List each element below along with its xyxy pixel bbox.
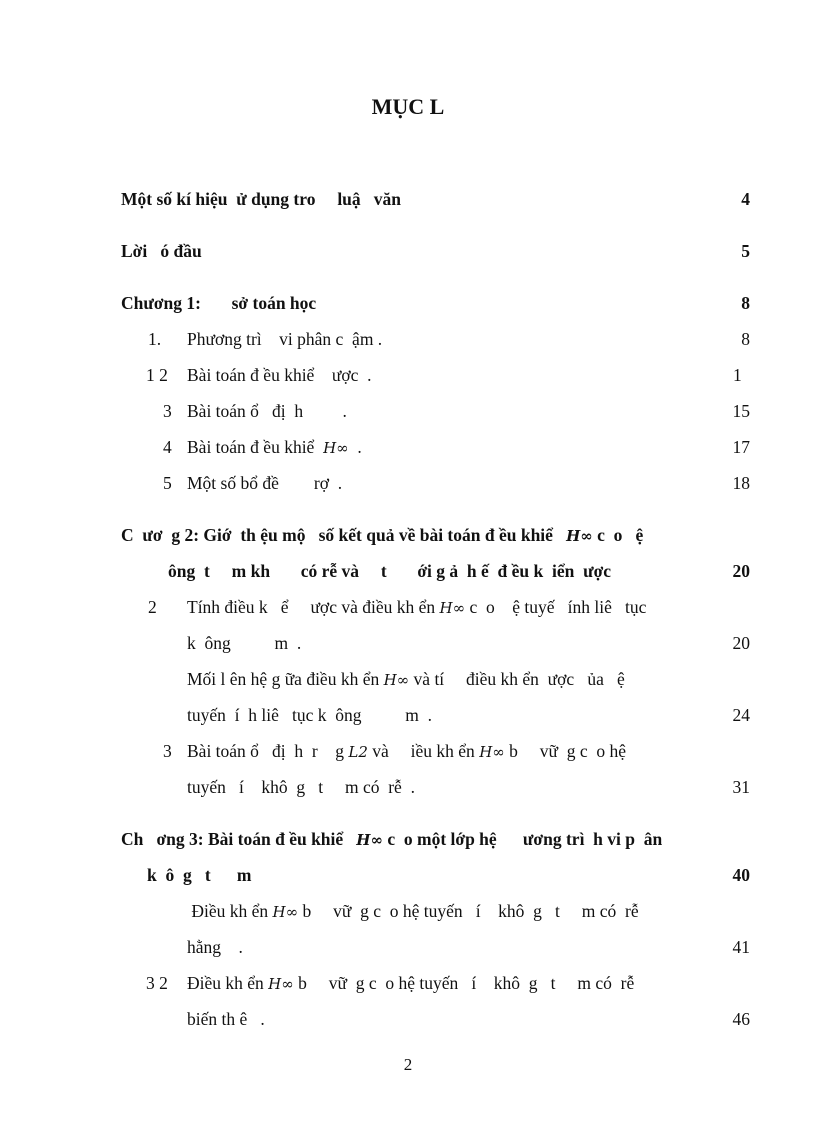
toc-entry-text: Điều kh ển H∞ b vữ g c o hệ tuyến í khô g t m có rễ bbox=[187, 901, 639, 921]
math-symbol: H∞ bbox=[268, 975, 294, 993]
math-symbol: H∞ bbox=[323, 439, 349, 457]
toc-entry-page: 18 bbox=[732, 473, 750, 493]
toc-entry[interactable] bbox=[0, 668, 816, 698]
toc-entry-text: tuyến í khô g t m có rễ . bbox=[187, 777, 415, 797]
toc-entry-page: 4 bbox=[741, 189, 750, 209]
toc-entry-page: 1 bbox=[733, 365, 742, 385]
toc-entry[interactable] bbox=[0, 972, 816, 1002]
toc-entry-text: Bài toán ổ đị h r g L2 và iều kh ển H∞ b vữ g c o hệ bbox=[187, 741, 627, 761]
toc-entry-text: biến th ê . bbox=[187, 1009, 265, 1029]
toc-entry-page: 8 bbox=[741, 293, 750, 313]
toc-entry-number: 3 bbox=[163, 401, 172, 421]
toc-entry[interactable] bbox=[0, 240, 816, 270]
toc-entry-text: k ô g t m bbox=[147, 865, 252, 885]
toc-entry[interactable] bbox=[0, 936, 816, 966]
toc-entry-text: Chương 1: sở toán học bbox=[121, 293, 317, 313]
math-symbol: H∞ bbox=[383, 671, 410, 689]
page-title: MỤC L bbox=[371, 94, 445, 119]
toc-entry[interactable] bbox=[0, 364, 816, 394]
toc-entry-page: 31 bbox=[732, 777, 750, 797]
toc-entry-number: 3 bbox=[163, 741, 172, 761]
toc-entry-text: hằng . bbox=[187, 937, 243, 957]
toc-entry[interactable] bbox=[0, 328, 816, 358]
math-symbol: H∞ bbox=[566, 527, 593, 545]
toc-entry-page: 15 bbox=[732, 401, 750, 421]
toc-entry-text: Bài toán đ ều khiể H∞ . bbox=[187, 437, 362, 457]
toc-entry-number: 1 2 bbox=[146, 365, 168, 385]
toc-entry[interactable] bbox=[0, 596, 816, 626]
math-symbol: H∞ bbox=[356, 831, 383, 849]
toc-entry-page: 20 bbox=[732, 561, 750, 581]
toc-entry[interactable] bbox=[0, 776, 816, 806]
toc-entry-page: 40 bbox=[732, 865, 750, 885]
toc-entry-page: 46 bbox=[732, 1009, 750, 1029]
toc-entry-text: Phương trì vi phân c ậm . bbox=[187, 329, 383, 349]
toc-entry[interactable] bbox=[0, 400, 816, 430]
toc-entry-page: 8 bbox=[741, 329, 750, 349]
toc-entry-page: 24 bbox=[732, 705, 750, 725]
toc-entry-text: Ch ơng 3: Bài toán đ ều khiể H∞ c o một lớp hệ ương trì h vi p ân bbox=[121, 829, 663, 849]
toc-entry-text: Một số kí hiệu ử dụng tro luậ văn bbox=[121, 189, 402, 209]
toc-entry-text: ông t m kh có rễ và t ới g ả h ế đ ều k iển ược bbox=[168, 561, 612, 581]
toc-entry-text: Lời ó đầu bbox=[121, 241, 202, 261]
toc-entry[interactable] bbox=[0, 864, 816, 894]
toc-entry[interactable] bbox=[0, 188, 816, 218]
toc-entry[interactable] bbox=[0, 436, 816, 466]
toc-entry-page: 41 bbox=[732, 937, 750, 957]
toc-entry-text: Mối l ên hệ g ữa điều kh ển H∞ và tí điều kh ển ược ủa ệ bbox=[187, 669, 625, 689]
toc-entry[interactable] bbox=[0, 472, 816, 502]
toc-entry-text: tuyến í h liê tục k ông m . bbox=[187, 705, 432, 725]
toc-entry-text: Tính điều k ể ược và điều kh ển H∞ c o ệ tuyế ính liê tục bbox=[187, 597, 647, 617]
toc-entry-number: 4 bbox=[163, 437, 172, 457]
math-symbol: H∞ bbox=[272, 903, 299, 921]
toc-entry-number: 5 bbox=[163, 473, 172, 493]
toc-entry-text: Bài toán ổ đị h . bbox=[187, 401, 347, 421]
math-symbol: H∞ bbox=[439, 599, 466, 617]
toc-entry[interactable] bbox=[0, 292, 816, 322]
toc-entry-number: 1. bbox=[148, 329, 162, 349]
toc-entry[interactable] bbox=[0, 1008, 816, 1038]
toc-entry[interactable] bbox=[0, 828, 816, 858]
toc-entry[interactable] bbox=[0, 560, 816, 590]
toc-entry[interactable] bbox=[0, 632, 816, 662]
toc-entry[interactable] bbox=[0, 900, 816, 930]
toc-entry-text: Một số bổ đề rợ . bbox=[187, 473, 343, 493]
toc-entry-text: k ông m . bbox=[187, 633, 302, 653]
math-symbol: L2 bbox=[348, 743, 368, 761]
toc-entry[interactable] bbox=[0, 740, 816, 770]
toc-entry[interactable] bbox=[0, 704, 816, 734]
toc-entry-text: C ươ g 2: Giớ th ệu mộ số kết quả về bài toán đ ều khiể H∞ c o ệ bbox=[121, 525, 644, 545]
toc-entry-page: 5 bbox=[741, 241, 750, 261]
toc-entry-text: Điều kh ển H∞ b vữ g c o hệ tuyến í khô g t m có rễ bbox=[187, 973, 635, 993]
toc-entry-page: 20 bbox=[732, 633, 750, 653]
page-number: 2 bbox=[403, 1055, 413, 1074]
toc-entry-page: 17 bbox=[732, 437, 750, 457]
math-symbol: H∞ bbox=[479, 743, 505, 761]
toc-entry-number: 2 bbox=[148, 597, 157, 617]
toc-entry-number: 3 2 bbox=[146, 973, 168, 993]
toc-entry[interactable] bbox=[0, 524, 816, 554]
toc-entry-text: Bài toán đ ều khiể ược . bbox=[187, 365, 372, 385]
